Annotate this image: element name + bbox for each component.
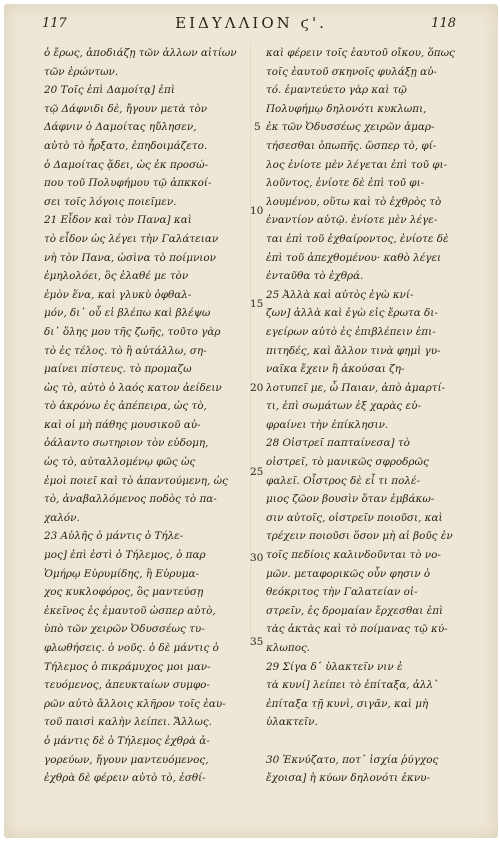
- right-column-line: ὑλακτεῖν.: [266, 716, 318, 729]
- left-column-line: 23 Αὐλῆς ὁ μάντις ὁ Τήλε-: [44, 530, 184, 543]
- left-column-line: μος] ἐπὶ ἐστὶ ὁ Τήλεμος, ὁ παρ: [44, 549, 206, 562]
- right-column-line: 28 Οἰστρεῖ παπταίνεσα] τὸ: [266, 437, 410, 450]
- right-column-line: μῶν. μεταφορικῶς οὖν φησιν ὁ: [266, 567, 431, 580]
- left-column-line: χος κυκλοφόρος, ὃς μαντεύσῃ: [44, 586, 204, 599]
- right-column-line: ἐπίταξα τῇ κυνὶ, σιγᾶν, καὶ μὴ: [266, 697, 429, 710]
- right-column-line: τὰ κυνί] λείπει τὸ ἐπίταξα, ἀλλ᾽: [266, 679, 439, 692]
- left-column-line: Ὁμήρῳ Εὐρυμίδης, ἢ Εὐρυμα-: [44, 567, 199, 580]
- right-column-line: τοῖς ἑαυτοῦ σκηνοῖς φυλάξῃ αὐ-: [266, 65, 437, 78]
- right-column-line: κλωπος.: [266, 642, 311, 654]
- left-column-line: γορεύων, ἤγουν μαντευόμενος,: [44, 753, 209, 766]
- right-column-line: τι, ἐπὶ σωμάτων ἐξ χαρὰς εὐ-: [266, 400, 421, 413]
- left-column-line: ἐκεῖνος ἐς ἐμαυτοῦ ὡσπερ αὐτὸ,: [44, 604, 216, 617]
- left-column-line: αὐτὸ τὸ ἦρξατο, ἐπηδοιμάζετο.: [44, 139, 208, 152]
- line-number-5: 5: [254, 121, 261, 133]
- left-column-line: ἐμοὶ ποιεῖ καὶ τὸ ἀπαντούμενη, ὡς: [44, 474, 228, 487]
- left-column-line: νὴ τὸν Πανα, ὡσὶνα τὸ ποίμνιον: [44, 251, 216, 264]
- page-header: [4, 14, 498, 36]
- left-column-line: ὁ Δαμοίτας ᾄδει, ὡς ἐκ προσώ-: [44, 158, 209, 171]
- left-column-line: τὸ ἀκρόνω ἐς ἀπέπειρα, ὡς τὸ,: [44, 400, 207, 413]
- line-number-10: 10: [250, 205, 264, 217]
- right-column-line: τήσεσθαι ὁπωπῆς. ὥσπερ τὸ, φί-: [266, 139, 437, 152]
- right-column-line: Πολυφήμῳ δηλονότι κυκλωπι,: [266, 102, 427, 115]
- left-column-line: ἐμηλολόει, ὃς ἐλαθέ με τὸν: [44, 270, 189, 283]
- page-number-left: 117: [42, 16, 67, 31]
- right-column-line: ἐκ τῶν Ὀδυσσέως χειρῶν ἁμαρ-: [266, 121, 435, 134]
- left-column-line: τῷ Δάφνιδι δὲ, ἤγουν μετὰ τὸν: [44, 102, 208, 115]
- left-column-line: χαλόν.: [44, 511, 80, 524]
- right-column-line: τρέχειν ποιοῦσι ὅσον μὴ αἱ βοῦς ἐν: [266, 530, 453, 543]
- right-column-line: οἰστρεῖ, τὸ μανικῶς σφροδρῶς: [266, 456, 429, 469]
- right-column-line: εγείρων αὐτὸ ἐς ἐπιβλέπειν ἐπι-: [266, 325, 436, 338]
- right-column-line: φραίνει τὴν ἐπίκλησιν.: [266, 418, 389, 431]
- right-column-line: λοτυπεῖ με, ὦ Παιαν, ἀπὸ ἁμαρτί-: [266, 381, 446, 394]
- right-column-line: ναῖκα ἔχειν ἢ ἀκούσαι ζη-: [266, 363, 405, 376]
- left-column-line: Τήλεμος ὁ πικράμυχος μοι μαν-: [44, 660, 211, 673]
- running-title: ΕΙΔΥΛΛΙΟΝ ϛ'.: [175, 14, 327, 32]
- right-column-line: πιτηδές, καὶ ἄλλον τινὰ φημὶ γυ-: [266, 344, 441, 357]
- right-column-line: ἔχοισα] ἡ κύων δηλονότι ἐκνυ-: [266, 772, 430, 785]
- left-column-line: καὶ οἱ μὴ πάθης μουσικοῦ αὐ-: [44, 418, 201, 431]
- right-column-line: λουμένου, οὕτω καὶ τὸ ἐχθρὸς τὸ: [266, 195, 442, 208]
- right-column-line: 29 Σίγα δ᾽ ὑλακτεῖν νιν ἐ: [266, 660, 403, 673]
- right-column-line: φαλεῖ. Οἶστρος δὲ εἶ τι πολέ-: [266, 474, 421, 487]
- right-column-line: τὰς ἀκτὰς καὶ τὸ ποίμανας τῷ κύ-: [266, 623, 448, 636]
- right-column-line: ἐνταῦθα τὸ ἐχθρά.: [266, 270, 364, 283]
- right-column-line: ἐναντίον αὐτῷ. ἐνίοτε μὲν λέγε-: [266, 214, 438, 227]
- left-column-line: ὡς τὸ, αὐταλλομένῳ φῶς ὡς: [44, 456, 196, 469]
- left-column-line: ὑπὸ τῶν χειρῶν Ὀδυσσέως τυ-: [44, 623, 205, 636]
- left-column-line: τὸ εἶδον ὡς λέγει τὴν Γαλάτειαν: [44, 232, 219, 245]
- right-column-line: τό. ἐμαντεύετο γὰρ καὶ τῷ: [266, 84, 407, 97]
- left-column-line: ὁ ἔρως, ἀποδιάζῃ τῶν ἀλλων αἰτίων: [44, 47, 237, 59]
- left-column-line: 20 Τοῖς ἐπὶ Δαμοίτᾳ] ἐπὶ: [44, 84, 175, 97]
- line-number-35: 35: [250, 636, 264, 648]
- right-column-line: σιν αὐτοῖς, οἰστρεῖν ποιοῦσι, καὶ: [266, 511, 443, 524]
- line-number-30: 30: [250, 552, 264, 564]
- right-column-line: τοῖς πεδίοις καλινδοῦνται τὸ νο-: [266, 549, 441, 562]
- right-column-line: 30 Ἐκνύζατο, ποτ᾽ ἰσχία ῥύγχος: [266, 753, 439, 766]
- left-column-line: που τοῦ Πολυφήμου τῷ ἀπκκοί-: [44, 177, 212, 190]
- left-column-line: ρῶν αὐτὸ ἄλλοις κλῆρον τοῖς ἑαυ-: [44, 697, 226, 710]
- right-column-line: μιος ζῶον βουσὶν ὅταν ἐμβάκω-: [266, 493, 435, 506]
- right-column-line: καὶ φέρειν τοῖς ἑαυτοῦ οἴκου, ὅπως: [266, 47, 455, 59]
- left-column-line: φλωθήσεις. ὁ νοῦς. ὁ δὲ μάντις ὁ: [44, 642, 219, 654]
- left-column-line: μαίνει πίστευς. τὸ προμαζω: [44, 363, 192, 376]
- left-column-line: τῶν ἐρώντων.: [44, 65, 119, 78]
- right-column-line: ἐπὶ τοῦ ἀπεχθομένου· καθὸ λέγει: [266, 251, 442, 264]
- left-column-line: σει τοῖς λόγοις ποιεῖμεν.: [44, 195, 177, 208]
- left-column-line: Δάφνιν ὁ Δαμοίτας ηὔλησεν,: [44, 121, 197, 134]
- left-column-line: ὡς τὸ, αὐτὸ ὁ λαός κατον ἀείδειν: [44, 381, 222, 394]
- right-column-line: [266, 732, 464, 751]
- left-column: [44, 44, 242, 788]
- right-column: [266, 44, 464, 788]
- left-column-line: ὁ μάντις δὲ ὁ Τήλεμος ἐχθρὰ ἀ-: [44, 734, 210, 747]
- left-column-line: τὸ, ἀναβαλλόμενος ποδὸς τὸ πα-: [44, 493, 217, 506]
- left-column-line: τοῦ παισὶ καλὴν λείπει. Ἄλλως.: [44, 716, 212, 729]
- line-number-25: 25: [250, 466, 264, 478]
- left-column-line: τὸ ἐς τέλος. τὸ ἢ αὐτάλλω, ση-: [44, 344, 207, 357]
- book-page: [4, 4, 498, 838]
- right-column-line: ζων] ἀλλὰ καὶ ἐγὼ εἰς ἔρωτα δι-: [266, 307, 438, 320]
- left-column-line: ὀάλαντο σωτηριον τὸν εὐδομη,: [44, 437, 209, 450]
- left-column-line: ἐμὸν ἕνα, καὶ γλυκὺ ὀφθαλ-: [44, 288, 192, 301]
- left-column-line: μόν, δι᾽ οὗ εἰ βλέπω καὶ βλέψω: [44, 307, 211, 320]
- left-column-line: τευόμενος, ἀπευκταίων συμφο-: [44, 679, 210, 692]
- right-column-line: στρεῖν, ἐς δρομαίαν ἔρχεσθαι ἐπὶ: [266, 604, 444, 617]
- left-column-line: 21 Εἶδον καὶ τὸν Πανα] καὶ: [44, 214, 192, 227]
- right-column-line: 25 Ἀλλὰ καὶ αὐτὸς ἐγὼ κνί-: [266, 288, 414, 301]
- right-column-line: ται ἐπὶ τοῦ ἐχθαίροντος, ἐνίοτε δὲ: [266, 232, 449, 245]
- left-column-line: δι᾽ ὅλης μου τῆς ζωῆς, τοῦτο γὰρ: [44, 325, 221, 338]
- right-column-line: λος ἐνίοτε μὲν λέγεται ἐπὶ τοῦ φι-: [266, 158, 448, 171]
- left-column-line: ἐχθρὰ δὲ φέρειν αὐτὸ τὸ, ἐσθί-: [44, 772, 206, 785]
- line-number-15: 15: [250, 298, 264, 310]
- right-column-line: θεόκριτος τὴν Γαλατείαν οἰ-: [266, 586, 418, 599]
- right-column-line: λοῦντος, ἐνίοτε δὲ ἐπὶ τοῦ φι-: [266, 177, 425, 190]
- page-number-right: 118: [431, 16, 456, 31]
- line-number-20: 20: [250, 382, 264, 394]
